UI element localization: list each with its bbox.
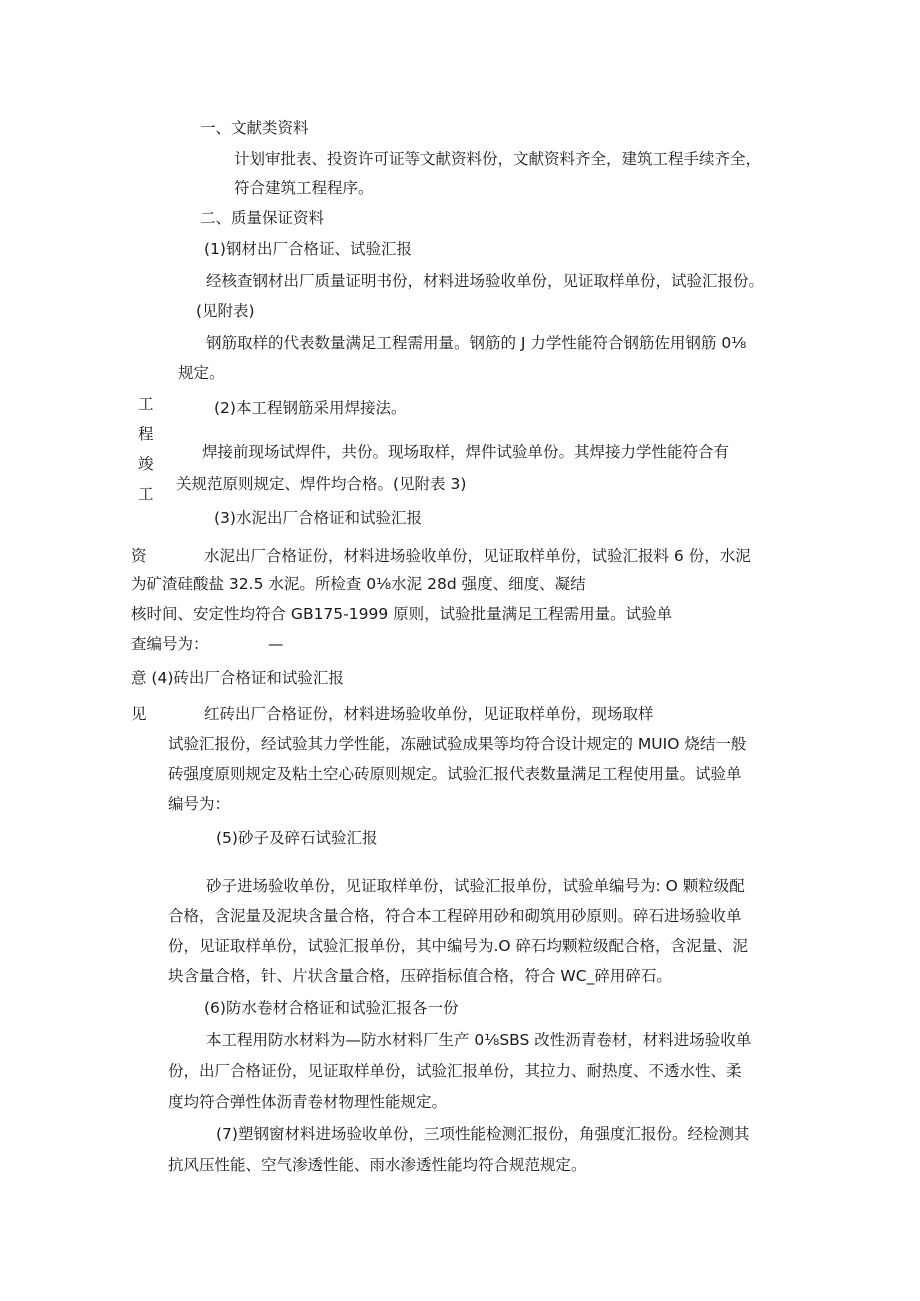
- paragraph-line: 试验汇报份，经试验其力学性能，冻融试验成果等均符合设计规定的 MUIO 烧结一般: [168, 735, 747, 753]
- paragraph-line: 焊接前现场试焊件，共份。现场取样，焊件试验单份。其焊接力学性能符合有: [202, 443, 730, 461]
- paragraph-line: 抗风压性能、空气渗透性能、雨水渗透性能均符合规范规定。: [168, 1156, 587, 1174]
- item-title-3: (3)水泥出厂合格证和试验汇报: [214, 509, 422, 527]
- section-heading-2: 二、质量保证资料: [200, 209, 325, 227]
- item-title-7: (7)塑钢窗材料进场验收单份，三项性能检测汇报份，角强度汇报份。经检测其: [216, 1125, 750, 1143]
- paragraph-line: 水泥出厂合格证份，材料进场验收单份，见证取样单份，试验汇报料 6 份，水泥: [204, 547, 751, 565]
- paragraph-line: 符合建筑工程程序。: [234, 179, 374, 197]
- paragraph-line: 计划审批表、投资许可证等文献资料份，文献资料齐全，建筑工程手续齐全，: [234, 150, 762, 168]
- paragraph-line: 为矿渣硅酸盐 32.5 水泥。所检查 0⅛水泥 28d 强度、细度、凝结: [131, 575, 586, 593]
- paragraph-line: (见附表): [196, 302, 255, 320]
- item-title-4: 意 (4)砖出厂合格证和试验汇报: [131, 669, 344, 687]
- dash-mark: —: [268, 635, 284, 653]
- item-title-6: (6)防水卷材合格证和试验汇报各一份: [204, 999, 459, 1017]
- paragraph-line: 查编号为：: [131, 635, 209, 653]
- item-title-1: (1)钢材出厂合格证、试验汇报: [204, 240, 412, 258]
- margin-char: 资: [131, 547, 147, 565]
- side-label-3: 竣: [138, 455, 154, 473]
- paragraph-line: 钢筋取样的代表数量满足工程需用量。钢筋的 J 力学性能符合钢筋佐用钢筋 0⅛: [206, 334, 747, 352]
- paragraph-line: 砂子进场验收单份，见证取样单份，试验汇报单份，试验单编号为: O 颗粒级配: [206, 877, 745, 895]
- paragraph-line: 砖强度原则规定及粘土空心砖原则规定。试验汇报代表数量满足工程使用量。试验单: [168, 765, 742, 783]
- paragraph-line: 合格，含泥量及泥块含量合格，符合本工程碎用砂和砌筑用砂原则。碎石进场验收单: [168, 907, 742, 925]
- paragraph-line: 块含量合格，针、片状含量合格，压碎指标值合格，符合 WC_碎用碎石。: [168, 967, 672, 985]
- paragraph-line: 经核查钢材出厂质量证明书份，材料进场验收单份，见证取样单份，试验汇报份。: [206, 272, 765, 290]
- item-title-2: (2)本工程钢筋采用焊接法。: [214, 399, 407, 417]
- item-title-5: (5)砂子及碎石试验汇报: [216, 829, 378, 847]
- margin-char: 见: [131, 705, 147, 723]
- section-heading-1: 一、文献类资料: [200, 119, 309, 137]
- paragraph-line: 核时间、安定性均符合 GB175-1999 原则，试验批量满足工程需用量。试验单: [131, 605, 673, 623]
- paragraph-line: 度均符合弹性体沥青卷材物理性能规定。: [168, 1093, 448, 1111]
- paragraph-line: 份，见证取样单份，试验汇报单份，其中编号为.O 碎石均颗粒级配合格，含泥量、泥: [168, 937, 749, 955]
- side-label-4: 工: [138, 485, 154, 503]
- side-label-2: 程: [138, 425, 154, 443]
- paragraph-line: 本工程用防水材料为—防水材料厂生产 0⅛SBS 改性沥青卷材，材料进场验收单: [206, 1031, 752, 1049]
- paragraph-line: 关规范原则规定、焊件均合格。(见附表 3): [176, 475, 467, 493]
- paragraph-line: 规定。: [178, 364, 225, 382]
- paragraph-line: 份，出厂合格证份，见证取样单份，试验汇报单份，其拉力、耐热度、不透水性、柔: [168, 1062, 742, 1080]
- paragraph-line: 红砖出厂合格证份，材料进场验收单份，见证取样单份，现场取样: [204, 705, 654, 723]
- paragraph-line: 编号为：: [168, 795, 231, 813]
- side-label-1: 工: [138, 395, 154, 413]
